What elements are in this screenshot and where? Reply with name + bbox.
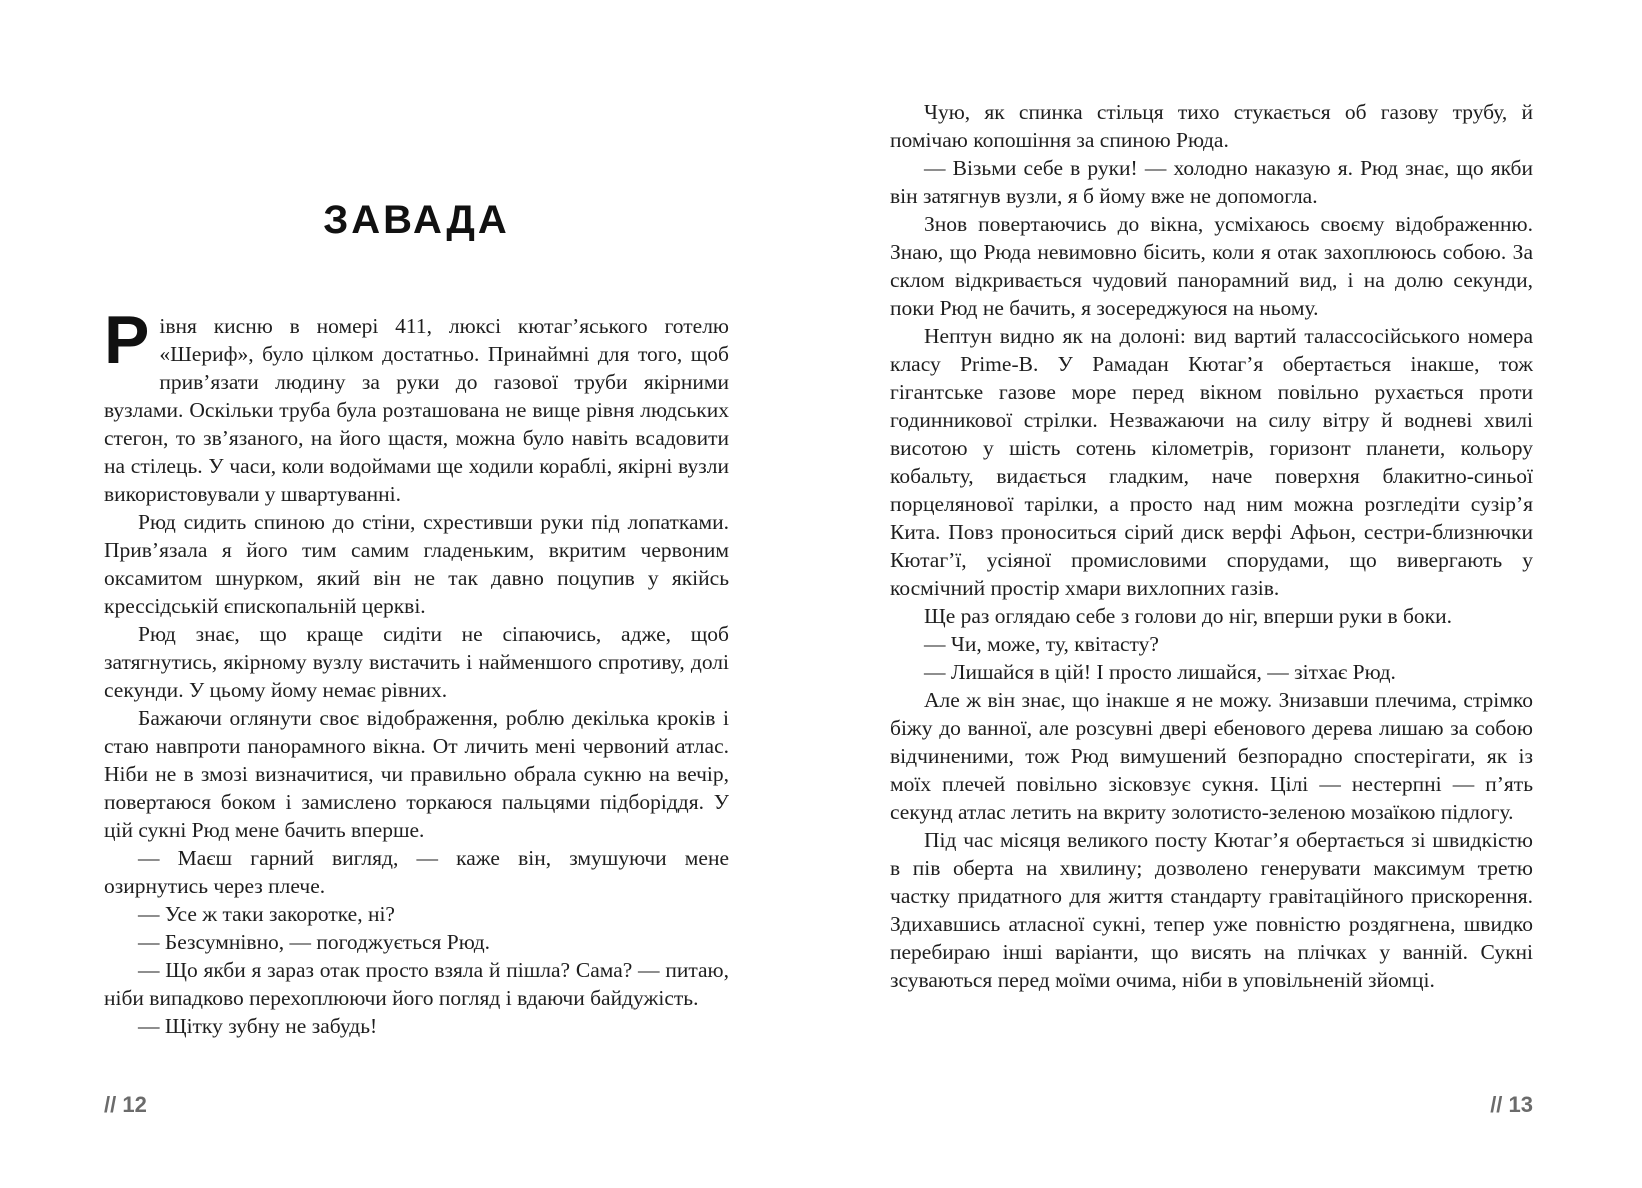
paragraph: Знов повертаючись до вікна, усміхаюсь своєму відображенню. Знаю, що Рюда невимовно бісить, коли я отак захоплююсь собою. За склом відкривається чудовий панорамний вид, і на долю секунди, поки Рюд не бачить, я зосереджуюся на ньому. [890, 212, 1533, 320]
paragraph: Нептун видно як на долоні: вид вартий талассосійського номера класу Prime-B. У Рамадан Кютаг’я обертається інакше, тож гігантське газове море перед вікном повільно рухається проти годинникової стрілки. Незважаючи на силу вітру й водневі хвилі висотою у шість сотень кілометрів, горизонт планети, кольору кобальту, видається гладким, наче поверхня блакитно-синьої порцелянової тарілки, а просто над ним можна розгледіти сузір’я Кита. Повз проноситься сірий диск верфі Афьон, сестри-близнючки Кютаг’ї, усіяної промисловими спорудами, що вивергають у космічний простір хмари вихлопних газів. [890, 324, 1533, 600]
paragraph: — Візьми себе в руки! — холодно наказую я. Рюд знає, що якби він затягнув вузли, я б йому вже не допомогла. [890, 156, 1533, 208]
right-page [890, 98, 1533, 994]
paragraph: Ще раз оглядаю себе з голови до ніг, вперши руки в боки. [924, 604, 1452, 628]
paragraph [104, 302, 729, 508]
paragraph: — Усе ж таки закоротке, ні? [138, 902, 395, 926]
paragraph: — Безсумнівно, — погоджується Рюд. [138, 930, 491, 954]
paragraph: Рюд знає, що краще сидіти не сіпаючись, адже, щоб затягнутись, якірному вузлу вистачить і найменшого спротиву, долі секунди. У цьому йому немає рівних. [104, 622, 729, 702]
paragraph: Чую, як спинка стільця тихо стукається об газову трубу, й помічаю копошіння за спиною Рюда. [890, 100, 1533, 152]
paragraph: Рюд сидить спиною до стіни, схрестивши руки під лопатками. Прив’язала я його тим самим гладеньким, вкритим червоним оксамитом шнурком, який він не так давно поцупив у якійсь крессідській єпископальній церкві. [104, 510, 729, 618]
paragraph: Під час місяця великого посту Кютаг’я обертається зі швидкістю в пів оберта на хвилину; дозволено генерувати максимум третю частку придатного для життя стандарту гравітаційного прискорення. Здихавшись атласної сукні, тепер уже повністю роздягнена, швидко перебираю інші варіанти, що висять на плічках у ванній. Сукні зсуваються перед моїми очима, ніби в уповільненій зйомці. [890, 828, 1533, 992]
paragraph: — Щітку зубну не забудь! [138, 1014, 378, 1038]
drop-cap: Р [104, 302, 150, 378]
page-number-right: // 13 [1490, 1092, 1533, 1117]
paragraph-text: івня кисню в номері 411, люксі кютаг’яського готелю «Шериф», було цілком достатньо. Принаймні для того, щоб прив’язати людину за руки до газової труби якірними вузлами. Оскільки труба була розташована не вище рівня людських стегон, то зв’язаного, на його щастя, можна було навіть всадовити на стілець. У часи, коли водоймами ще ходили кораблі, якірні вузли використовували у швартуванні. [104, 314, 729, 506]
page-number-left: // 12 [104, 1092, 147, 1117]
paragraph: Але ж він знає, що інакше я не можу. Знизавши плечима, стрімко біжу до ванної, але розсувні двері ебенового дерева лишаю за собою відчиненими, тож Рюд вимушений безпорадно спостерігати, як із моїх плечей повільно зісковзує сукня. Цілі — нестерпні — п’ять секунд атлас летить на вкриту золотисто-зеленою мозаїкою підлогу. [890, 688, 1533, 824]
chapter-title: ЗАВАДА [323, 198, 510, 242]
paragraph: — Що якби я зараз отак просто взяла й пішла? Сама? — питаю, ніби випадково перехоплюючи його погляд і вдаючи байдужість. [104, 958, 729, 1010]
paragraph: Бажаючи оглянути своє відображення, роблю декілька кроків і стаю навпроти панорамного вікна. От личить мені червоний атлас. Ніби не в змозі визначитися, чи правильно обрала сукню на вечір, повертаюся боком і замислено торкаюся пальцями підборіддя. У цій сукні Рюд мене бачить вперше. [104, 706, 729, 842]
paragraph: — Маєш гарний вигляд, — каже він, змушуючи мене озирнутись через плече. [104, 846, 729, 898]
paragraph: — Чи, може, ту, квітасту? [924, 632, 1159, 656]
left-page [104, 302, 729, 1040]
paragraph: — Лишайся в цій! І просто лишайся, — зітхає Рюд. [924, 660, 1396, 684]
